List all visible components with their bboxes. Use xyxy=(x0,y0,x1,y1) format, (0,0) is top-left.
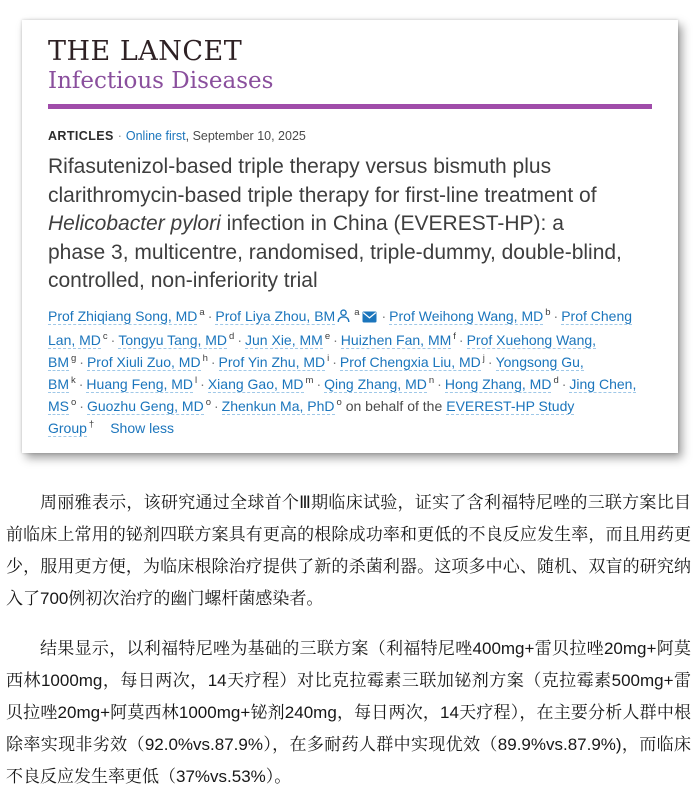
title-part1: Rifasutenizol-based triple therapy versus bismuth plus clarithromycin-based triple therapy for first-line treatment of xyxy=(48,155,597,207)
author-separator: · xyxy=(332,353,337,370)
author-separator: · xyxy=(458,331,464,348)
purple-divider xyxy=(48,104,652,109)
author[interactable] xyxy=(340,354,485,370)
author[interactable] xyxy=(445,376,559,392)
section-label: ARTICLES xyxy=(48,129,114,143)
affiliation-sup: h xyxy=(202,352,208,364)
online-first-link[interactable]: Online first xyxy=(125,129,186,143)
author-link[interactable]: Prof Weihong Wang, MD xyxy=(389,307,544,324)
author-link[interactable]: Huang Feng, MD xyxy=(86,375,194,392)
affiliation-sup: d xyxy=(553,374,559,386)
author-link[interactable]: Hong Zhang, MD xyxy=(444,375,552,392)
affiliation-sup: i xyxy=(327,352,330,364)
author[interactable] xyxy=(215,308,378,324)
author-separator: · xyxy=(316,375,322,392)
author-link[interactable]: Jun Xie, MM xyxy=(245,331,323,348)
study-group-link[interactable]: EVEREST-HP Study Group xyxy=(48,397,575,436)
affiliation-sup: d xyxy=(229,330,235,342)
author-link[interactable]: Prof Chengxia Liu, MD xyxy=(339,353,481,370)
journal-subtitle[interactable]: Infectious Diseases xyxy=(48,68,274,94)
affiliation-sup: j xyxy=(482,352,485,364)
paragraph-2: 结果显示，以利福特尼唑为基础的三联方案（利福特尼唑400mg+雷贝拉唑20mg+阿莫西林1000mg，每日两次，14天疗程）对比克拉霉素三联加铋剂方案（克拉霉素500mg+雷贝拉唑20mg+阿莫西林1000mg+铋剂240mg，每日两次，14天疗程），在主要分析人群中根除率实现非劣效（92.0%vs.87.9%），在多耐药人群中实现优效（89.9%vs.87.9%)，而临床不良反应发生率更低（37%vs.53%）。 xyxy=(6,638,691,786)
author-list xyxy=(48,305,652,439)
affiliation-sup: a xyxy=(199,306,205,318)
journal-masthead[interactable] xyxy=(48,36,652,95)
author-separator: · xyxy=(200,375,205,392)
article-title xyxy=(48,153,626,296)
author-separator: · xyxy=(381,307,387,324)
author-separator: · xyxy=(78,375,84,392)
author-link[interactable]: Qing Zhang, MD xyxy=(324,375,427,392)
affiliation-sup: o xyxy=(336,396,342,408)
author-separator: · xyxy=(237,331,243,348)
author-link[interactable]: Guozhu Geng, MD xyxy=(86,397,204,414)
affiliation-sup: l xyxy=(195,374,198,386)
author-separator: · xyxy=(79,397,84,414)
author-separator: · xyxy=(561,375,567,392)
author-link[interactable]: Tongyu Tang, MD xyxy=(118,331,228,348)
author[interactable] xyxy=(219,354,330,370)
affiliation-sup: f xyxy=(453,330,456,342)
author-separator: · xyxy=(110,331,116,348)
author[interactable] xyxy=(324,376,434,392)
author[interactable] xyxy=(222,398,342,414)
envelope-icon[interactable] xyxy=(362,307,377,329)
affiliation-sup: g xyxy=(71,352,77,364)
author[interactable] xyxy=(341,332,456,348)
affiliation-sup: o xyxy=(71,396,77,408)
author-separator: · xyxy=(333,331,338,348)
author[interactable] xyxy=(87,354,208,370)
paragraph-1: 周丽雅表示，该研究通过全球首个Ⅲ期临床试验，证实了含利福特尼唑的三联方案比目前临床上常用的铋剂四联方案具有更高的根除成功率和更低的不良反应发生率，而且用药更少，服用更方便，为临床根除治疗提供了新的杀菌利器。这项多中心、随机、双盲的研究纳入了700例初次治疗的幽门螺杆菌感染者。 xyxy=(6,492,691,608)
title-italic-species: Helicobacter pylori xyxy=(48,212,221,235)
author-link[interactable]: Prof Xiuli Zuo, MD xyxy=(86,353,201,370)
lancet-article-card xyxy=(22,20,678,453)
show-less-button[interactable]: Show less xyxy=(110,419,175,436)
author-link[interactable]: Prof Xuehong Wang, BM xyxy=(48,331,597,370)
author-link[interactable]: Zhenkun Ma, PhD xyxy=(221,397,335,414)
author[interactable] xyxy=(118,332,234,348)
author[interactable] xyxy=(48,308,205,324)
author[interactable] xyxy=(208,376,314,392)
affiliation-sup: k xyxy=(71,374,76,386)
author-link[interactable]: Prof Yin Zhu, MD xyxy=(218,353,326,370)
author[interactable] xyxy=(87,398,211,414)
person-icon[interactable] xyxy=(337,307,350,329)
author-link[interactable]: Xiang Gao, MD xyxy=(207,375,304,392)
article-body xyxy=(6,487,691,793)
author-separator: · xyxy=(214,397,219,414)
author-separator: · xyxy=(79,353,84,370)
publish-date: , September 10, 2025 xyxy=(185,129,306,143)
affiliation-sup: o xyxy=(205,396,211,408)
on-behalf-text: on behalf of the xyxy=(345,397,443,414)
author[interactable] xyxy=(245,332,330,348)
author-separator: · xyxy=(207,307,213,324)
author-link[interactable]: Prof Liya Zhou, BM xyxy=(215,307,336,324)
affiliation-sup: n xyxy=(428,374,435,386)
author-link[interactable]: Prof Cheng Lan, MD xyxy=(48,307,633,348)
affiliation-sup: a xyxy=(354,306,360,318)
author-separator: · xyxy=(487,353,493,370)
affiliation-sup: m xyxy=(305,374,314,386)
author-separator: · xyxy=(553,307,559,324)
article-meta xyxy=(48,129,652,143)
author-link[interactable]: Prof Zhiqiang Song, MD xyxy=(48,307,198,324)
author-link[interactable]: Huizhen Fan, MM xyxy=(340,331,452,348)
author-link[interactable]: Yongsong Gu, BM xyxy=(48,353,584,392)
author[interactable] xyxy=(86,376,197,392)
dagger-sup: † xyxy=(88,418,95,430)
title-part2: infection in China (EVEREST-HP): a phase 3, multicentre, randomised, triple-dummy, double-blind, controlled, non-inferiority trial xyxy=(48,212,622,292)
author-separator: · xyxy=(437,375,442,392)
author[interactable] xyxy=(389,308,550,324)
journal-name[interactable]: THE LANCET xyxy=(48,36,243,67)
affiliation-sup: b xyxy=(545,306,551,318)
affiliation-sup: e xyxy=(324,330,331,342)
author-link[interactable]: Jing Chen, MS xyxy=(48,375,637,414)
author-separator: · xyxy=(210,353,216,370)
affiliation-sup: c xyxy=(102,330,108,342)
meta-separator: · xyxy=(117,129,122,143)
